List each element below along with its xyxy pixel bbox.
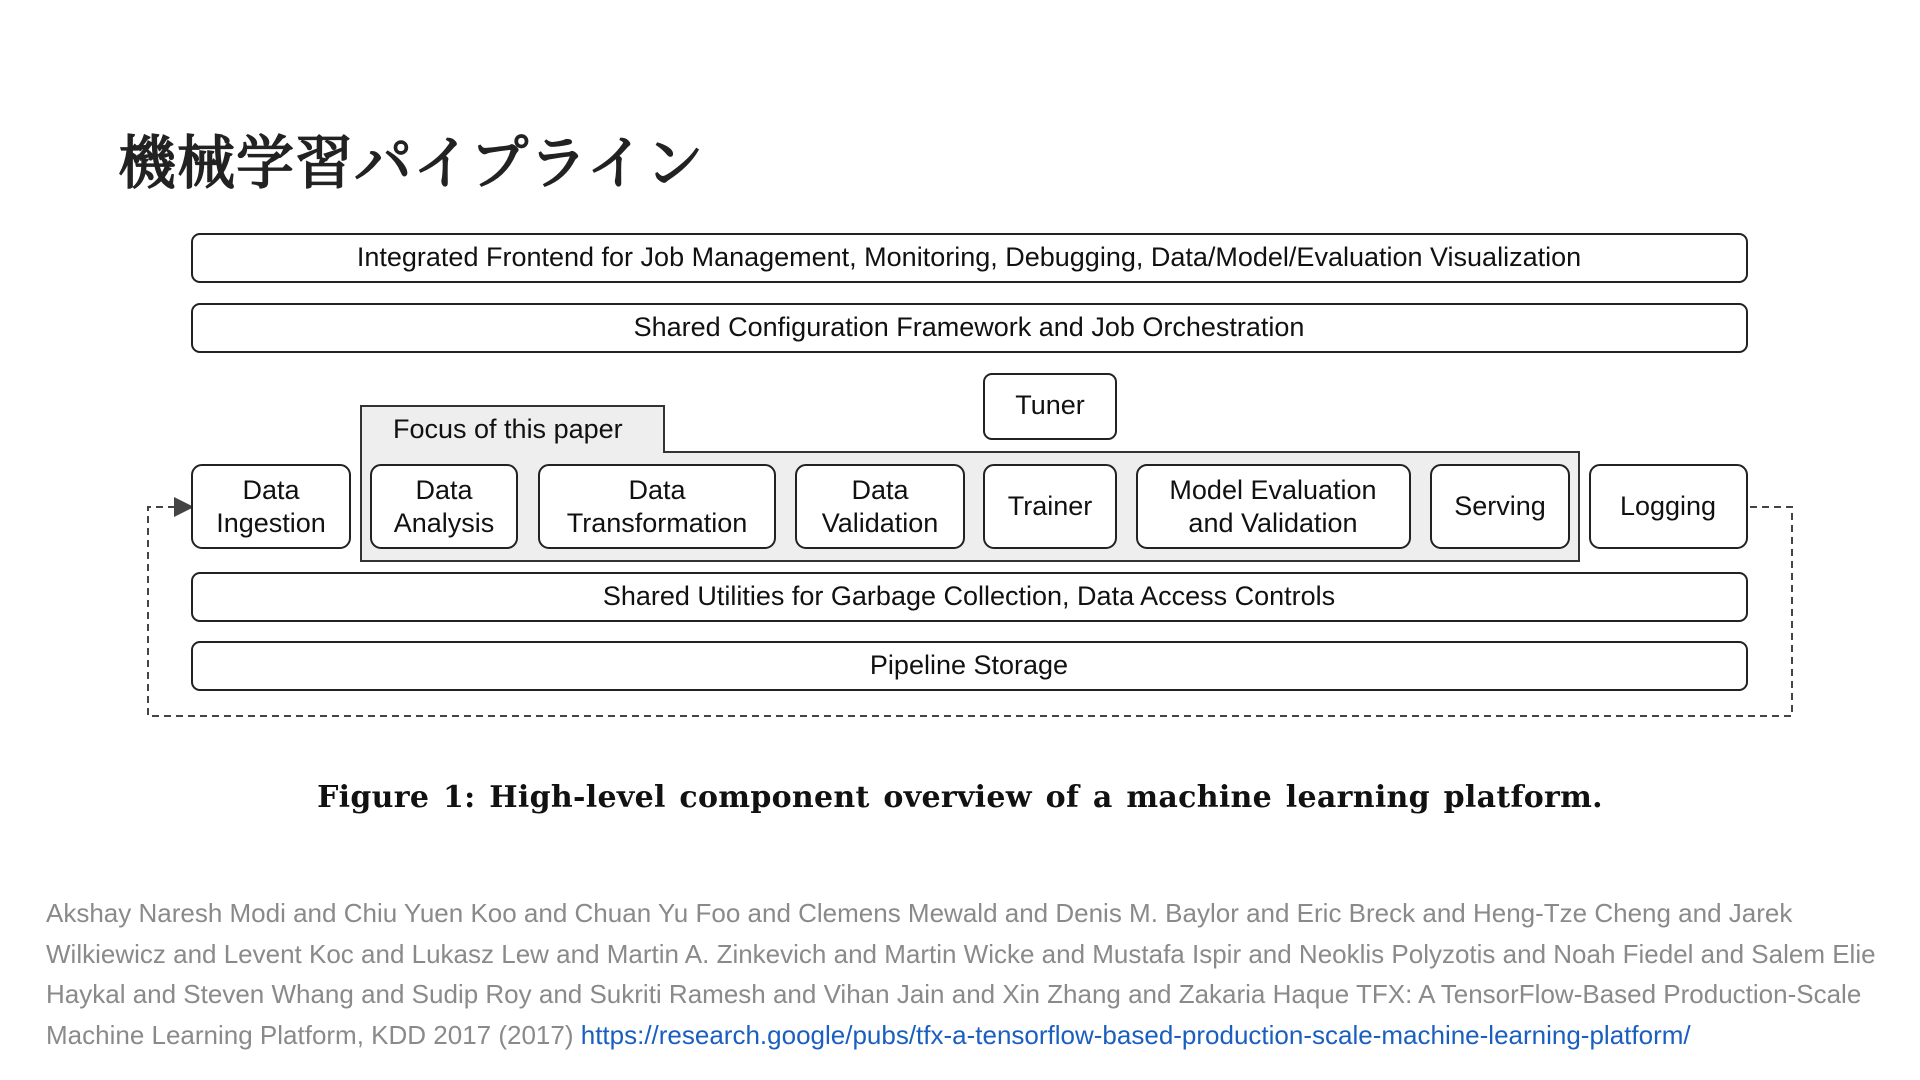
data-ingestion-line-1: Data <box>242 475 300 506</box>
data-analysis-line-2: Analysis <box>393 508 495 539</box>
utilities-bar <box>192 573 1747 621</box>
data-analysis-line-1: Data <box>415 475 473 506</box>
serving-box <box>1431 465 1569 548</box>
storage-label: Pipeline Storage <box>869 650 1069 681</box>
model-evaluation-line-1: Model Evaluation <box>1169 475 1377 506</box>
data-validation-box <box>796 465 964 548</box>
data-ingestion-line-2: Ingestion <box>216 508 326 539</box>
trainer-box <box>984 465 1116 548</box>
storage-bar <box>192 642 1747 690</box>
tuner-label: Tuner <box>1015 390 1085 421</box>
logging-box <box>1590 465 1747 548</box>
utilities-label: Shared Utilities for Garbage Collection, Data Access Controls <box>602 581 1336 612</box>
data-transformation-line-1: Data <box>628 475 686 506</box>
citation <box>46 893 1916 1055</box>
frontend-bar <box>192 234 1747 282</box>
data-analysis-box <box>371 465 517 548</box>
model-evaluation-line-2: and Validation <box>1188 508 1358 539</box>
data-transformation-box <box>539 465 775 548</box>
tuner-box <box>984 374 1116 439</box>
logging-label: Logging <box>1619 491 1717 522</box>
data-ingestion-box <box>192 465 350 548</box>
slide-title: 機械学習パイプライン <box>118 129 705 197</box>
data-validation-line-2: Validation <box>821 508 939 539</box>
serving-label: Serving <box>1454 491 1546 522</box>
data-transformation-line-2: Transformation <box>566 508 748 539</box>
data-validation-line-1: Data <box>851 475 909 506</box>
trainer-label: Trainer <box>1007 491 1093 522</box>
model-evaluation-box <box>1137 465 1410 548</box>
citation-link[interactable]: https://research.google/pubs/tfx-a-tensorflow-based-production-scale-machine-learning-platform/ <box>580 1019 1691 1050</box>
figure-caption: Figure 1: High-level component overview of a machine learning platform. <box>317 780 1603 815</box>
frontend-label: Integrated Frontend for Job Management, Monitoring, Debugging, Data/Model/Evaluation Visualization <box>356 242 1582 273</box>
citation-text: Akshay Naresh Modi and Chiu Yuen Koo and Chuan Yu Foo and Clemens Mewald and Denis M. Baylor and Eric Breck and Heng-Tze Cheng and Jarek Wilkiewicz and Levent Koc and Lukasz Lew and Martin A. Zinkevich and Martin Wicke and Mustafa Ispir and Neoklis Polyzotis and Noah Fiedel and Salem Elie Haykal and Steven Whang and Sudip Roy and Sukriti Ramesh and Vihan Jain and Xin Zhang and Zakaria Haque TFX: A TensorFlow-Based Production-Scale Machine Learning Platform, KDD 2017 (2017) <box>46 898 1876 1050</box>
config-label: Shared Configuration Framework and Job Orchestration <box>633 312 1305 343</box>
config-bar <box>192 304 1747 352</box>
focus-label: Focus of this paper <box>393 414 623 445</box>
